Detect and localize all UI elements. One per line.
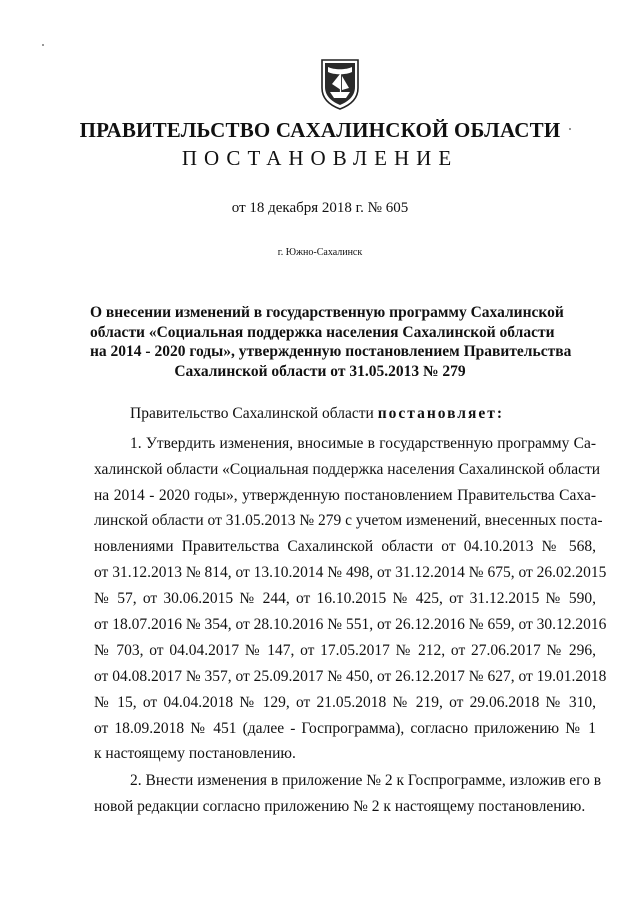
item1-line: от 31.12.2013 № 814, от 13.10.2014 № 498, от 31.12.2014 № 675, от 26.02.2015: [94, 564, 607, 581]
subject-line: О внесении изменений в государственную программу Сахалинской: [90, 304, 564, 321]
item1-line: 1. Утвердить изменения, вносимые в государственную программу Са-: [130, 435, 596, 452]
item1-line: № 15, от 04.04.2018 № 129, от 21.05.2018 № 219, от 29.06.2018 № 310,: [94, 694, 596, 711]
item1-line: от 04.08.2017 № 357, от 25.09.2017 № 450, от 26.12.2017 № 627, от 19.01.2018: [94, 668, 607, 685]
document-date-number: от 18 декабря 2018 г. № 605: [231, 200, 409, 216]
item2-line: новой редакции согласно приложению № 2 к настоящему постановлению.: [94, 798, 586, 815]
preamble-subject: Правительство Сахалинской области: [130, 405, 374, 422]
preamble: [130, 405, 596, 423]
preamble-verb: постановляет:: [377, 405, 505, 422]
item1-line: № 703, от 04.04.2017 № 147, от 17.05.2017 № 212, от 27.06.2017 № 296,: [94, 642, 596, 659]
item1-line: от 18.07.2016 № 354, от 28.10.2016 № 551, от 26.12.2016 № 659, от 30.12.2016: [94, 616, 607, 633]
item2-line: 2. Внести изменения в приложение № 2 к Госпрограмме, изложив его в: [130, 772, 602, 789]
item1-line: халинской области «Социальная поддержка населения Сахалинской области: [94, 461, 601, 478]
subject-line: на 2014 - 2020 годы», утвержденную постановлением Правительства: [90, 343, 572, 360]
item1-line: № 57, от 30.06.2015 № 244, от 16.10.2015 № 425, от 31.12.2015 № 590,: [94, 590, 596, 607]
scan-speck: [569, 128, 571, 130]
item1-line: к настоящему постановлению.: [94, 745, 296, 762]
item1-line: на 2014 - 2020 годы», утвержденную постановлением Правительства Саха-: [94, 487, 596, 504]
coat-of-arms-icon: [320, 58, 360, 110]
document-type: ПОСТАНОВЛЕНИЕ: [181, 146, 459, 170]
document-subject: [90, 303, 572, 381]
scan-speck: [42, 44, 44, 46]
organization-title: ПРАВИТЕЛЬСТВО САХАЛИНСКОЙ ОБЛАСТИ: [79, 118, 561, 142]
item1-line: линской области от 31.05.2013 № 279 с учетом изменений, внесенных поста-: [94, 512, 603, 529]
subject-line: Сахалинской области от 31.05.2013 № 279: [174, 362, 466, 380]
item1-line: новлениями Правительства Сахалинской области от 04.10.2013 № 568,: [94, 538, 596, 555]
document-city: г. Южно-Сахалинск: [277, 247, 363, 258]
subject-line: области «Социальная поддержка населения Сахалинской области: [90, 323, 555, 341]
item1-line: от 18.09.2018 № 451 (далее - Госпрограмма), согласно приложению № 1: [94, 720, 596, 737]
